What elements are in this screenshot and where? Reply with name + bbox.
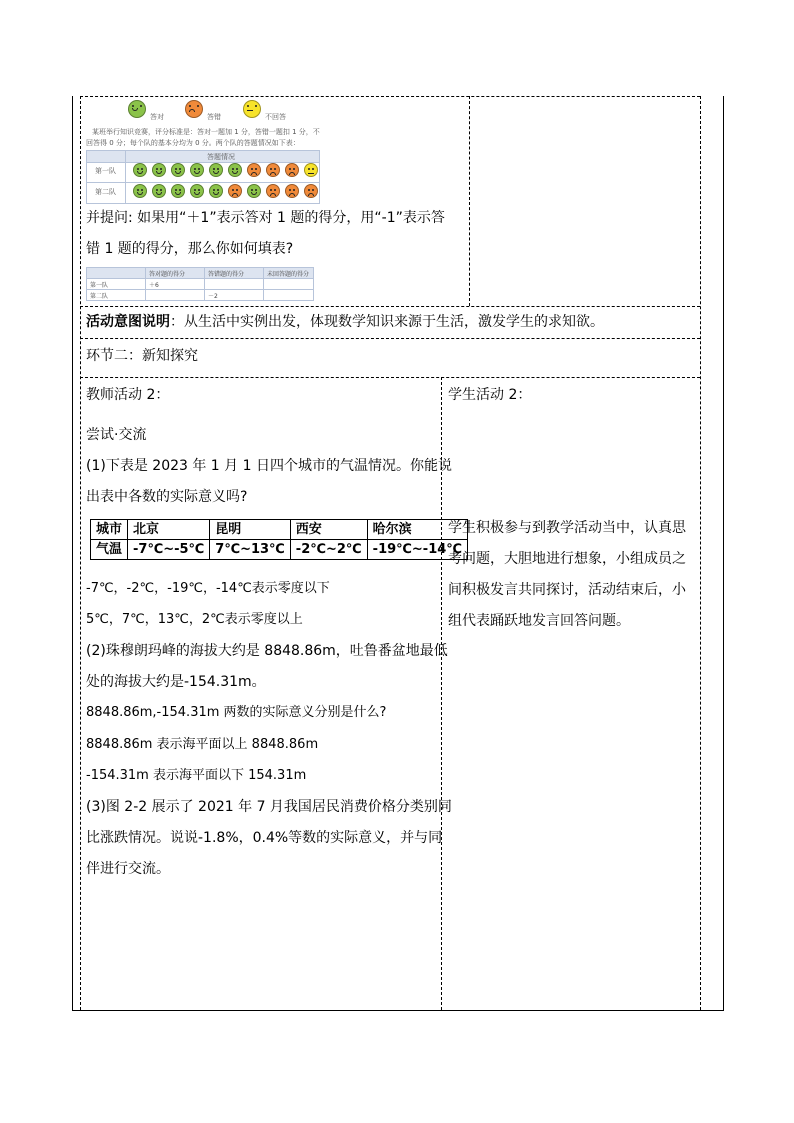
column-divider [469, 96, 470, 306]
student-text: 考问题，大胆地进行想象，小组成员之 [448, 551, 686, 567]
intent-label: 活动意图说明 [86, 314, 170, 330]
wrong-face-icon [285, 184, 299, 198]
question-2: 8848.86m,-154.31m 两数的实际意义分别是什么? [86, 705, 387, 720]
intent-row [86, 307, 604, 337]
no-answer-face-icon [304, 163, 318, 177]
score-table-header [87, 268, 146, 279]
temp-table-cell: 7℃~13℃ [210, 540, 291, 560]
correct-face-icon [133, 184, 147, 198]
section-title: 环节二：新知探究 [86, 348, 198, 364]
score-table-header: 未回答题的得分 [264, 268, 314, 279]
answer-2: -154.31m 表示海平面以下 154.31m [86, 768, 307, 783]
temperature-table [90, 519, 468, 560]
answer-table [86, 150, 320, 204]
correct-face-icon [128, 100, 146, 118]
score-table-cell: ＋6 [146, 279, 205, 290]
wrong-face-icon [266, 184, 280, 198]
temp-table-cell: -2℃~2℃ [290, 540, 367, 560]
score-table-header: 答错题的得分 [205, 268, 264, 279]
legend-correct-label: 答对 [150, 113, 164, 121]
question-3: 伴进行交流。 [86, 861, 170, 877]
answer-2: 8848.86m 表示海平面以上 8848.86m [86, 737, 319, 752]
question-text: 并提问: 如果用“＋1”表示答对 1 题的得分，用“-1”表示答 [86, 210, 445, 226]
correct-face-icon [209, 184, 223, 198]
score-table-cell: 第一队 [87, 279, 146, 290]
question-3: 比涨跌情况。说说-1.8%，0.4%等数的实际意义，并与同 [86, 830, 443, 846]
temp-table-header: 昆明 [210, 520, 291, 540]
correct-face-icon [171, 184, 185, 198]
question-3: (3)图 2-2 展示了 2021 年 7 月我国居民消费价格分类别同 [86, 799, 452, 815]
teacher-subheading: 尝试·交流 [86, 427, 147, 443]
team-label: 第二队 [95, 188, 116, 196]
row-divider [80, 338, 700, 339]
correct-face-icon [152, 163, 166, 177]
student-text: 学生积极参与到教学活动当中，认真思 [448, 520, 686, 536]
wrong-face-icon [285, 163, 299, 177]
score-table-header: 答对题的得分 [146, 268, 205, 279]
wrong-face-icon [266, 163, 280, 177]
temp-table-row-label: 气温 [91, 540, 128, 560]
column-divider [80, 96, 81, 1010]
row-divider [80, 377, 700, 378]
legend-no-answer-label: 不回答 [265, 113, 286, 121]
score-table-cell [264, 290, 314, 301]
score-table-cell: 第二队 [87, 290, 146, 301]
wrong-face-icon [185, 100, 203, 118]
score-table-cell [264, 279, 314, 290]
question-1: 出表中各数的实际意义吗? [86, 489, 248, 505]
answer-1: -7℃，-2℃，-19℃，-14℃表示零度以下 [86, 581, 330, 596]
no-answer-face-icon [243, 100, 261, 118]
correct-face-icon [209, 163, 223, 177]
correct-face-icon [228, 163, 242, 177]
legend-wrong-label: 答错 [207, 113, 221, 121]
student-text: 组代表踊跃地发言回答问题。 [448, 613, 630, 629]
wrong-face-icon [228, 184, 242, 198]
correct-face-icon [190, 184, 204, 198]
intro-text: 回答得 0 分；每个队的基本分均为 0 分。两个队的答题情况如下表： [86, 139, 300, 147]
correct-face-icon [133, 163, 147, 177]
student-text: 间积极发言共同探讨，活动结束后，小 [448, 582, 686, 598]
temp-table-cell: -7℃~-5℃ [128, 540, 210, 560]
temp-table-header: 城市 [91, 520, 128, 540]
column-divider [700, 96, 701, 1010]
question-text: 错 1 题的得分，那么你如何填表? [86, 241, 294, 257]
intro-text: 某班举行知识竞赛，评分标准是：答对一题加 1 分，答错一题扣 1 分，不 [92, 128, 320, 136]
score-table-cell: －2 [205, 290, 264, 301]
score-table-cell [146, 290, 205, 301]
intent-text: ：从生活中实例出发，体现数学知识来源于生活，激发学生的求知欲。 [170, 314, 604, 330]
correct-face-icon [190, 163, 204, 177]
temp-table-header: 哈尔滨 [367, 520, 467, 540]
question-1: (1)下表是 2023 年 1 月 1 日四个城市的气温情况。你能说 [86, 458, 452, 474]
correct-face-icon [247, 184, 261, 198]
correct-face-icon [152, 184, 166, 198]
correct-face-icon [171, 163, 185, 177]
question-2: 处的海拔大约是-154.31m。 [86, 674, 266, 690]
teacher-heading: 教师活动 2： [86, 387, 170, 403]
answer-1: 5℃，7℃，13℃，2℃表示零度以上 [86, 612, 303, 627]
score-table-cell [205, 279, 264, 290]
temp-table-header: 西安 [290, 520, 367, 540]
answer-table-header: 答题情况 [207, 153, 235, 161]
wrong-face-icon [247, 163, 261, 177]
team-label: 第一队 [95, 167, 116, 175]
score-table [86, 267, 314, 301]
row-divider [80, 96, 700, 97]
student-heading: 学生活动 2： [448, 387, 532, 403]
temp-table-cell: -19℃~-14℃ [367, 540, 467, 560]
question-2: (2)珠穆朗玛峰的海拔大约是 8848.86m，吐鲁番盆地最低 [86, 643, 448, 659]
wrong-face-icon [304, 184, 318, 198]
temp-table-header: 北京 [128, 520, 210, 540]
